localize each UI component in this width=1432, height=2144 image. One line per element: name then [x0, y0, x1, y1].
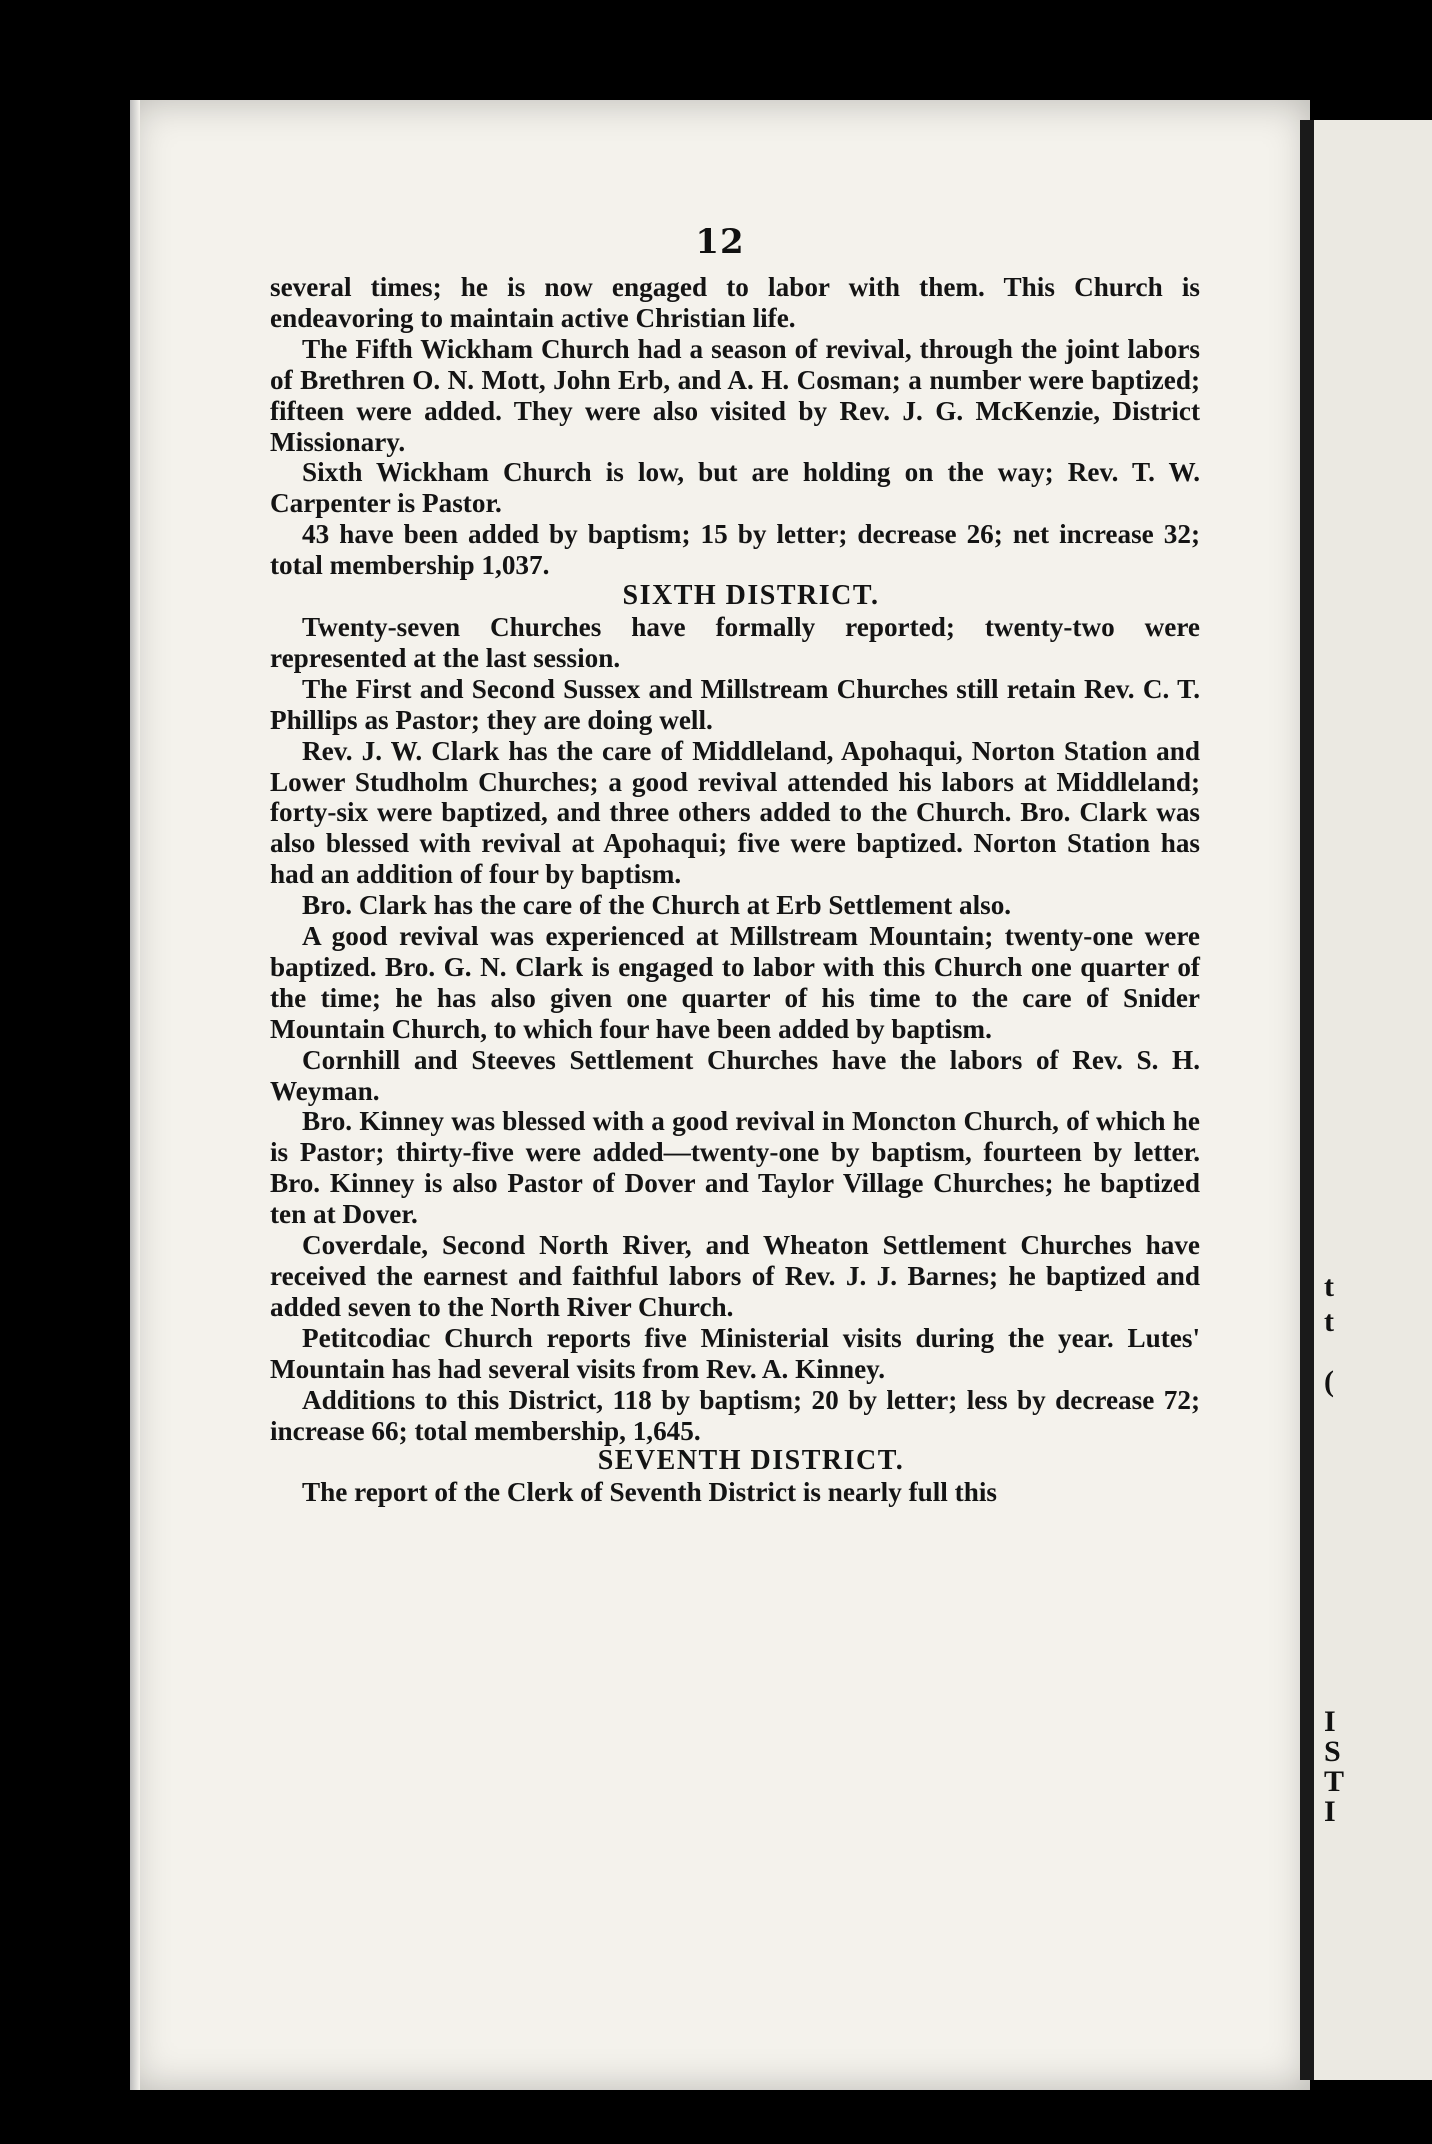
book-page — [130, 100, 1310, 2090]
adjacent-fragment: I — [1324, 1795, 1336, 1828]
adjacent-fragment: S — [1324, 1735, 1341, 1768]
heading-seventh-district: SEVENTH DISTRICT. — [597, 1445, 905, 1477]
sixth-paragraph-5: A good revival was experienced at Millstream Mountain; twenty-one were baptized. Bro. G. N. Clark is engaged to labor with this Church one quarter of the time; he has also given one quarter of his time to the care of Snider Mountain Church, to which four have been added by baptism. — [270, 921, 1200, 1044]
adjacent-fragment: ( — [1324, 1365, 1334, 1398]
adjacent-fragment: T — [1324, 1765, 1345, 1798]
sixth-paragraph-10: Additions to this District, 118 by baptism; 20 by letter; less by decrease 72; increase 66; total membership, 1,645. — [270, 1384, 1200, 1446]
seventh-paragraph-1: The report of the Clerk of Seventh District is nearly full this — [302, 1477, 997, 1508]
paragraph-4: 43 have been added by baptism; 15 by letter; decrease 26; net increase 32; total membership 1,037. — [270, 519, 1200, 581]
sixth-paragraph-7: Bro. Kinney was blessed with a good revival in Moncton Church, of which he is Pastor; thirty-five were added—twenty-one by baptism, fourteen by letter. Bro. Kinney is also Pastor of Dover and Taylor Village Churches; he baptized ten at Dover. — [270, 1106, 1200, 1230]
sixth-paragraph-4: Bro. Clark has the care of the Church at Erb Settlement also. — [302, 890, 1012, 921]
paragraph-3: Sixth Wickham Church is low, but are holding on the way; Rev. T. W. Carpenter is Pastor. — [270, 457, 1200, 519]
adjacent-fragment: t — [1324, 1305, 1334, 1338]
paragraph-2: The Fifth Wickham Church had a season of revival, through the joint labors of Brethren O. N. Mott, John Erb, and A. H. Cosman; a number were baptized; fifteen were added. They were also visited by Rev. J. G. McKenzie, District Missionary. — [270, 333, 1200, 457]
page-number: 12 — [695, 222, 745, 262]
page-body — [270, 272, 1200, 1508]
adjacent-page — [1314, 120, 1432, 2080]
adjacent-fragment: t — [1324, 1270, 1334, 1303]
heading-sixth-district: SIXTH DISTRICT. — [622, 580, 880, 612]
page-edge — [130, 100, 140, 2090]
sixth-paragraph-6: Cornhill and Steeves Settlement Churches have the labors of Rev. S. H. Weyman. — [270, 1044, 1200, 1106]
sixth-paragraph-9: Petitcodiac Church reports five Ministerial visits during the year. Lutes' Mountain has had several visits from Rev. A. Kinney. — [270, 1322, 1200, 1384]
paragraph-1: several times; he is now engaged to labor with them. This Church is endeavoring to maintain active Christian life. — [270, 272, 1200, 333]
sixth-paragraph-8: Coverdale, Second North River, and Wheaton Settlement Churches have received the earnest and faithful labors of Rev. J. J. Barnes; he baptized and added seven to the North River Church. — [270, 1230, 1200, 1322]
sixth-paragraph-2: The First and Second Sussex and Millstream Churches still retain Rev. C. T. Phillips as Pastor; they are doing well. — [270, 673, 1200, 735]
sixth-paragraph-3: Rev. J. W. Clark has the care of Middleland, Apohaqui, Norton Station and Lower Studholm Churches; a good revival attended his labors at Middleland; forty-six were baptized, and three others added to the Church. Bro. Clark was also blessed with revival at Apohaqui; five were baptized. Norton Station has had an addition of four by baptism. — [270, 735, 1200, 890]
adjacent-fragment: I — [1324, 1705, 1336, 1738]
sixth-paragraph-1: Twenty-seven Churches have formally reported; twenty-two were represented at the last session. — [270, 611, 1200, 673]
book-gutter — [1300, 120, 1314, 2080]
